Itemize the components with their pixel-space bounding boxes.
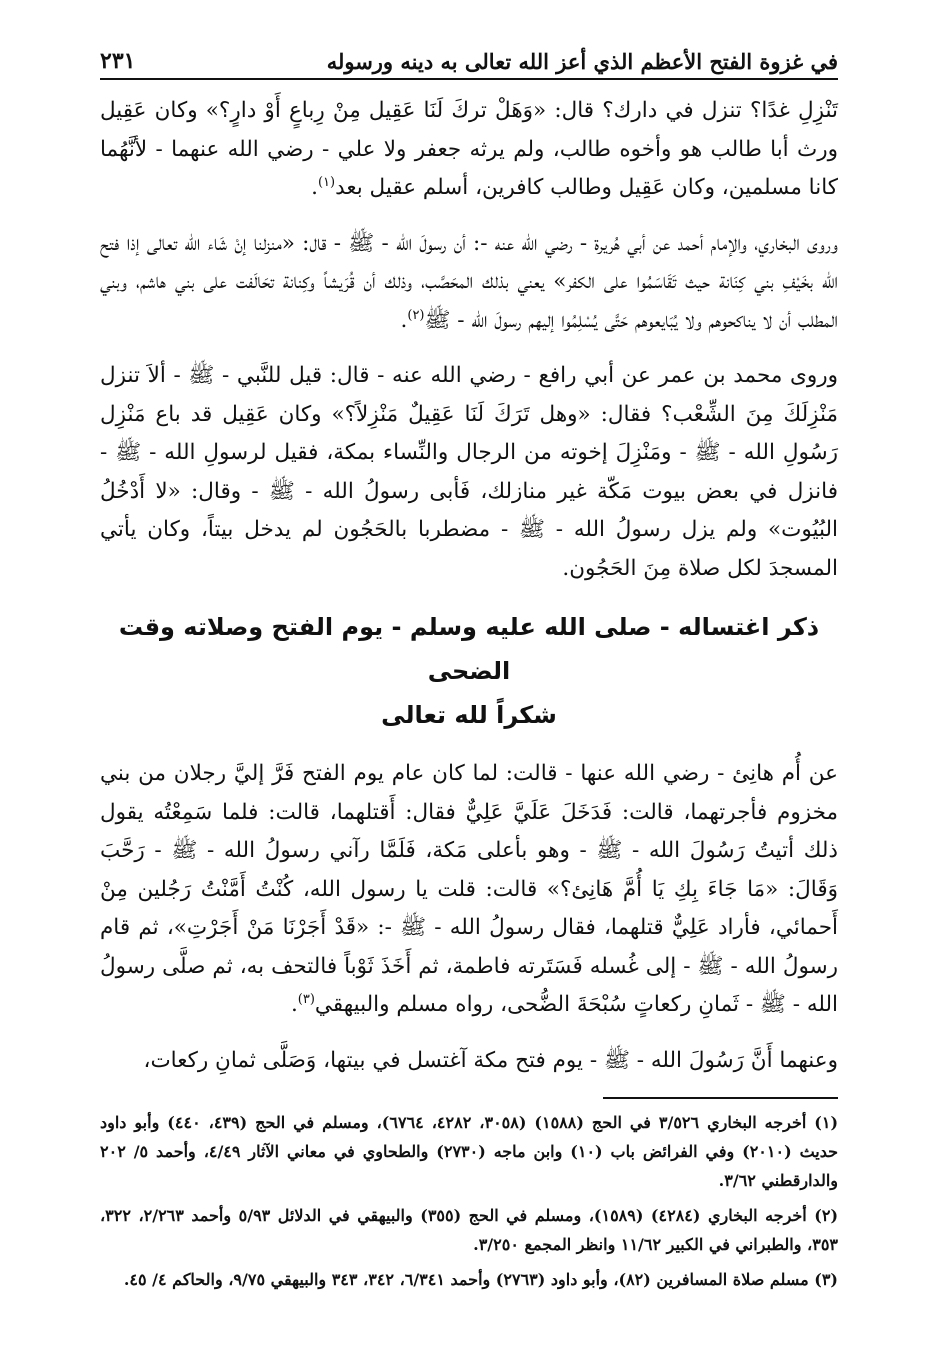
footnote-ref: (٣) [297, 991, 315, 1007]
section-heading [100, 605, 838, 737]
footnote-ref: (١) [317, 174, 336, 190]
paragraph-text: وروى البخاري، والإمام أحمد عن أبي هُريرة - رضي الله عنه -: أن رسولَ الله - ﷺ - قال: «منزلنا إنْ شَاء الله تعالى إذا فتح الله بخَيْفِ بني كِنَانة حيث تَقَاسَمُوا على الكفر» يعني بذلك المحَصَّب، وذلك أن قُرَيشاً وكِنانة تحَالَفت على بني هاشم، وبني المطلب أن لا يناكحوهم ولا يُبَايعوهم حَتَّى يُسْلِمُوا إليهم رسولَ الله - ﷺ [100, 230, 838, 333]
paragraph [100, 225, 838, 341]
page-number: ٢٣١ [100, 48, 136, 74]
heading-line-1: ذكر اغتساله - صلى الله عليه وسلم - يوم الفتح وصلاته وقت الضحى [118, 613, 820, 685]
footnote: (٢) أخرجه البخاري (٤٢٨٤) (١٥٨٩)، ومسلم في الحج (٣٥٥) والبيهقي في الدلائل ٥/٩٣ وأحمد ٢/٢٦٣، ٣٢٢، ٣٥٣، والطبراني في الكبير ١١/٦٢ وانظر المجمع ٣/٢٥٠. [100, 1206, 839, 1254]
footnote: (١) أخرجه البخاري ٣/٥٢٦ في الحج (١٥٨٨) (٣٠٥٨، ٤٢٨٢، ٦٧٦٤)، ومسلم في الحج (٤٣٩، ٤٤٠) وأبو داود حديث (٢٠١٠) وفي الفرائض باب (١٠) وابن ماجه (٢٧٣٠) والطحاوي في معاني الآثار ٤/٤٩، وأحمد ٥/ ٢٠٢ والدارقطني ٣/٦٢. [100, 1113, 839, 1190]
paragraph-end: . [400, 307, 408, 333]
paragraph [100, 755, 838, 1025]
footnote-divider [603, 1097, 838, 1099]
main-text [100, 92, 838, 1097]
paragraph [100, 357, 838, 588]
heading-line-2: شكراً لله تعالى [381, 701, 557, 729]
paragraph [100, 1042, 838, 1081]
footnotes [100, 1108, 838, 1300]
paragraph-text: عن أُم هانِئ - رضي الله عنها - قالت: لما كان عام يوم الفتح فَرَّ إليَّ رجلان من بني مخزوم فأجرتهما، قالت: فَدَخَلَ عَلَيَّ عَلِيٌّ فقال: أَقتلهما، قالت: فلما سَمِعْتُه يقول ذلك أتيتُ رَسُولَ الله - ﷺ - وهو بأعلى مَكة، فَلَمَّا رآني رسولُ الله - ﷺ - رَحَّبَ وَقَالَ: «مَا جَاءَ بِكِ يَا أُمَّ هَانِئ؟» قالت: قلت يا رسول الله، كُنْتُ أَمَّنْتُ رَجُلين مِنْ أَحمائي، فأراد عَلِيٌّ قتلهما، فقال رسولُ الله - ﷺ -: «قَدْ أَجَرْنَا مَنْ أَجَرْتِ»، ثم قام رسولُ الله - ﷺ - إلى غُسله فَسَتَرته فاطمة، ثم أَخَذَ ثَوْباً فالتحف به، ثم صلَّى رسولُ الله - ﷺ - ثَمانِ ركعاتٍ سُبْحَةَ الضُّحى، رواه مسلم والبيهقي [100, 761, 838, 1017]
paragraph [100, 92, 838, 208]
running-title: في غزوة الفتح الأعظم الذي أعز الله تعالى به دينه ورسوله [326, 49, 838, 74]
paragraph-text: وروى محمد بن عمر عن أبي رافع - رضي الله عنه - قال: قيل للنَّبي - ﷺ - ألاَ تنزل مَنْزِلَكَ مِنَ الشِّعْب؟ فقال: «وهل تَرَكَ لَنَا عَقِيلٌ مَنْزِلاً؟» وكان عَقِيل قد باع مَنْزِل رَسُولِ الله - ﷺ - ومَنْزِلَ إخوته من الرجال والنِّساء بمكة، فقيل لرسولِ الله - ﷺ - فانزل في بعض بيوت مَكّة غير منازلك، فَأبى رسولُ الله - ﷺ - وقال: «لا أَدْخُلُ البُيُوت» ولم يزل رسولُ الله - ﷺ - مضطربا بالحَجُون لم يدخل بيتاً، وكان يأتي المسجدَ لكل صلاة مِنَ الحَجُون. [100, 363, 838, 581]
paragraph-text: تَنْزِلِ غدًا؟ تنزل في دارك؟ قال: «وَهَلْ تركَ لَنَا عَقِيل مِنْ رِباعٍ أَوْ دارٍ؟» وكان عَقِيل ورث أبا طالب هو وأخوه طالب، ولم يرثه جعفر ولا علي - رضي الله عنهما - لأنَّهُما كانا مسلمين، وكان عَقِيل وطالب كافرين، أسلم عقيل بعد [100, 98, 838, 200]
page-header [100, 30, 838, 80]
paragraph-text: وعنهما أَنَّ رَسُولَ الله - ﷺ - يوم فتح مكة آغتسل في بيتها، وَصَلَّى ثمانِ ركعات، [143, 1047, 838, 1073]
paragraph-end: . [290, 992, 298, 1017]
paragraph-end: . [311, 175, 318, 200]
footnote: (٣) مسلم صلاة المسافرين (٨٢)، وأبو داود (٢٧٦٣) وأحمد ٦/٣٤١، ٣٤٢، ٣٤٣ والبيهقي ٩/٧٥، والحاكم ٤/ ٤٥. [123, 1270, 838, 1289]
footnote-ref: (٢) [407, 307, 425, 323]
